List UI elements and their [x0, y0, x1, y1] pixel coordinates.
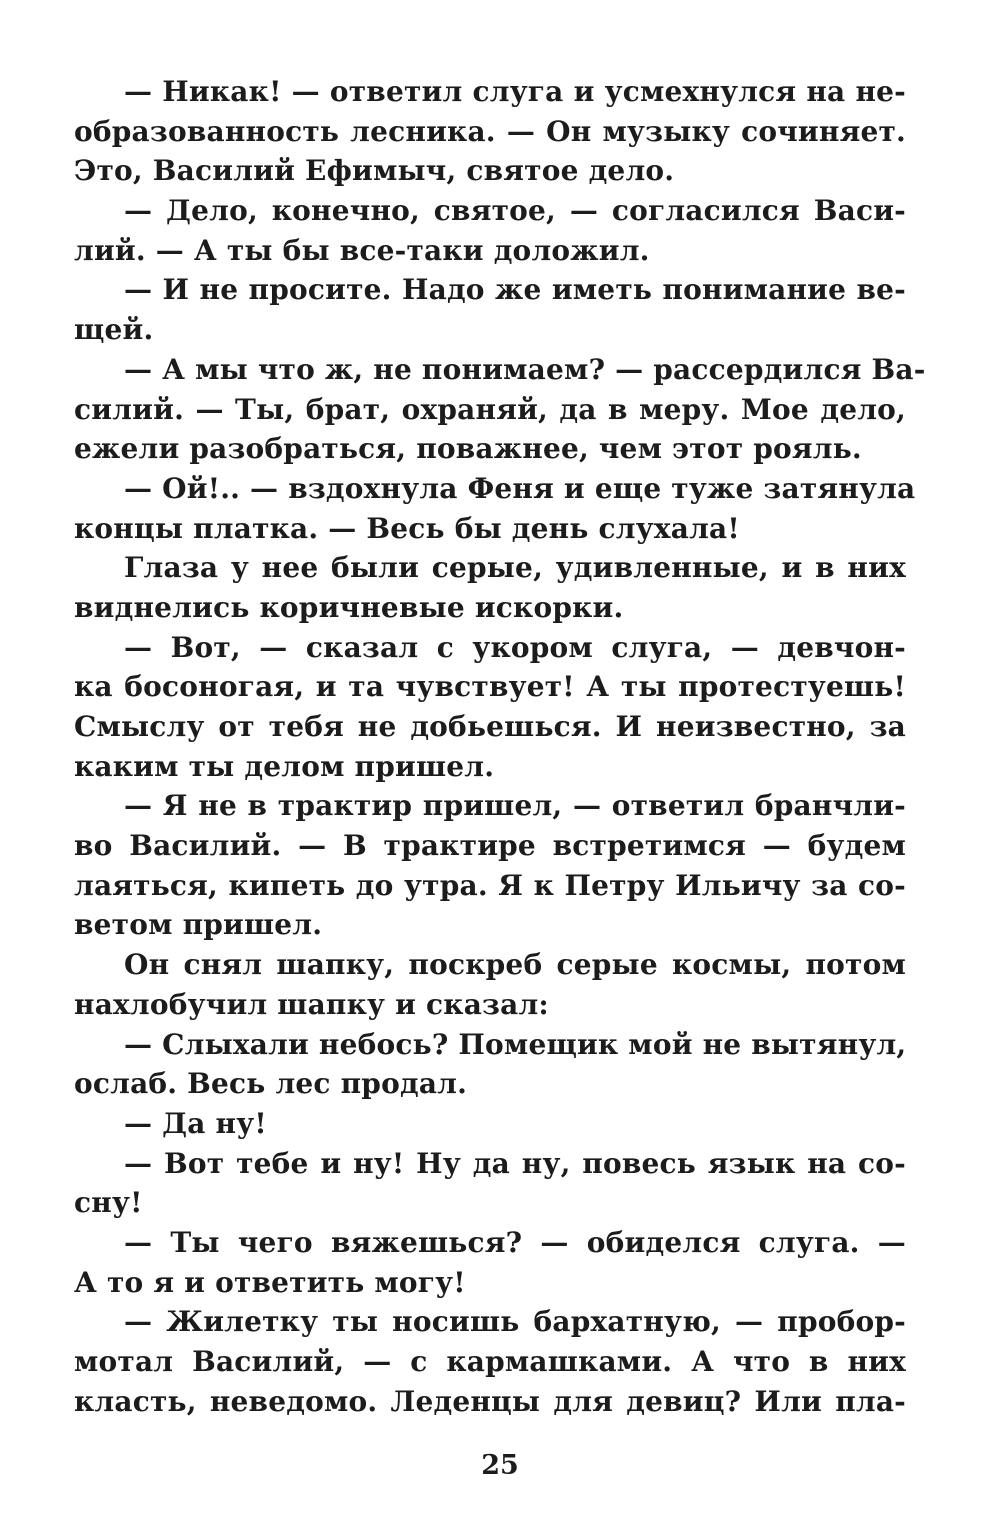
- text-line: ежели разобраться, поважнее, чем этот рояль.: [74, 432, 862, 466]
- text-line: — Вот тебе и ну! Ну да ну, повесь язык на со-: [124, 1146, 906, 1180]
- text-line: каким ты делом пришел.: [74, 749, 495, 783]
- text-line: — Ой!.. — вздохнула Феня и еще туже затянула: [124, 471, 916, 505]
- text-line: Он снял шапку, поскреб серые космы, потом: [124, 948, 906, 982]
- text-line: — Да ну!: [124, 1106, 267, 1140]
- text-line: ка босоногая, и та чувствует! А ты протестуешь!: [74, 670, 906, 704]
- text-line: класть, неведомо. Леденцы для девиц? Или пла-: [74, 1384, 906, 1418]
- text-line: во Василий. — В трактире встретимся — будем: [74, 829, 906, 863]
- text-line: нахлобучил шапку и сказал:: [74, 987, 549, 1021]
- text-line: — Слыхали небось? Помещик мой не вытянул,: [124, 1027, 907, 1061]
- text-line: лаяться, кипеть до утра. Я к Петру Ильичу за со-: [74, 868, 906, 902]
- text-line: силий. — Ты, брат, охраняй, да в меру. Мое дело,: [74, 392, 906, 426]
- text-line: — Я не в трактир пришел, — ответил бранчли-: [124, 789, 906, 823]
- text-line: сну!: [74, 1186, 143, 1220]
- text-line: Смыслу от тебя не добьешься. И неизвестно, за: [74, 710, 906, 743]
- text-line: концы платка. — Весь бы день слухала!: [74, 511, 740, 545]
- page-number: 25: [481, 1450, 519, 1481]
- text-line: виднелись коричневые искорки.: [74, 590, 624, 624]
- text-line: Глаза у нее были серые, удивленные, и в них: [124, 551, 906, 585]
- text-line: мотал Василий, — с кармашками. А что в них: [74, 1345, 906, 1378]
- text-line: щей.: [74, 313, 154, 347]
- text-line: Это, Василий Ефимыч, святое дело.: [74, 154, 675, 188]
- text-line: — Дело, конечно, святое, — согласился Васи-: [124, 194, 906, 228]
- text-line: образованность лесника. — Он музыку сочиняет.: [74, 114, 906, 148]
- text-line: — Вот, — сказал с укором слуга, — девчон-: [124, 630, 906, 664]
- text-line: А то я и ответить могу!: [74, 1265, 466, 1299]
- text-line: — А мы что ж, не понимаем? — рассердился Ва-: [124, 352, 926, 386]
- text-line: — И не просите. Надо же иметь понимание ве-: [124, 273, 906, 307]
- text-line: ослаб. Весь лес продал.: [74, 1067, 468, 1101]
- page-text: [74, 72, 926, 1421]
- text-line: — Ты чего вяжешься? — обиделся слуга. —: [124, 1225, 906, 1259]
- text-line: лий. — А ты бы все-таки доложил.: [74, 233, 650, 267]
- text-line: — Никак! — ответил слуга и усмехнулся на не-: [124, 75, 906, 108]
- text-line: — Жилетку ты носишь бархатную, — пробор-: [124, 1305, 906, 1339]
- text-line: ветом пришел.: [74, 908, 323, 942]
